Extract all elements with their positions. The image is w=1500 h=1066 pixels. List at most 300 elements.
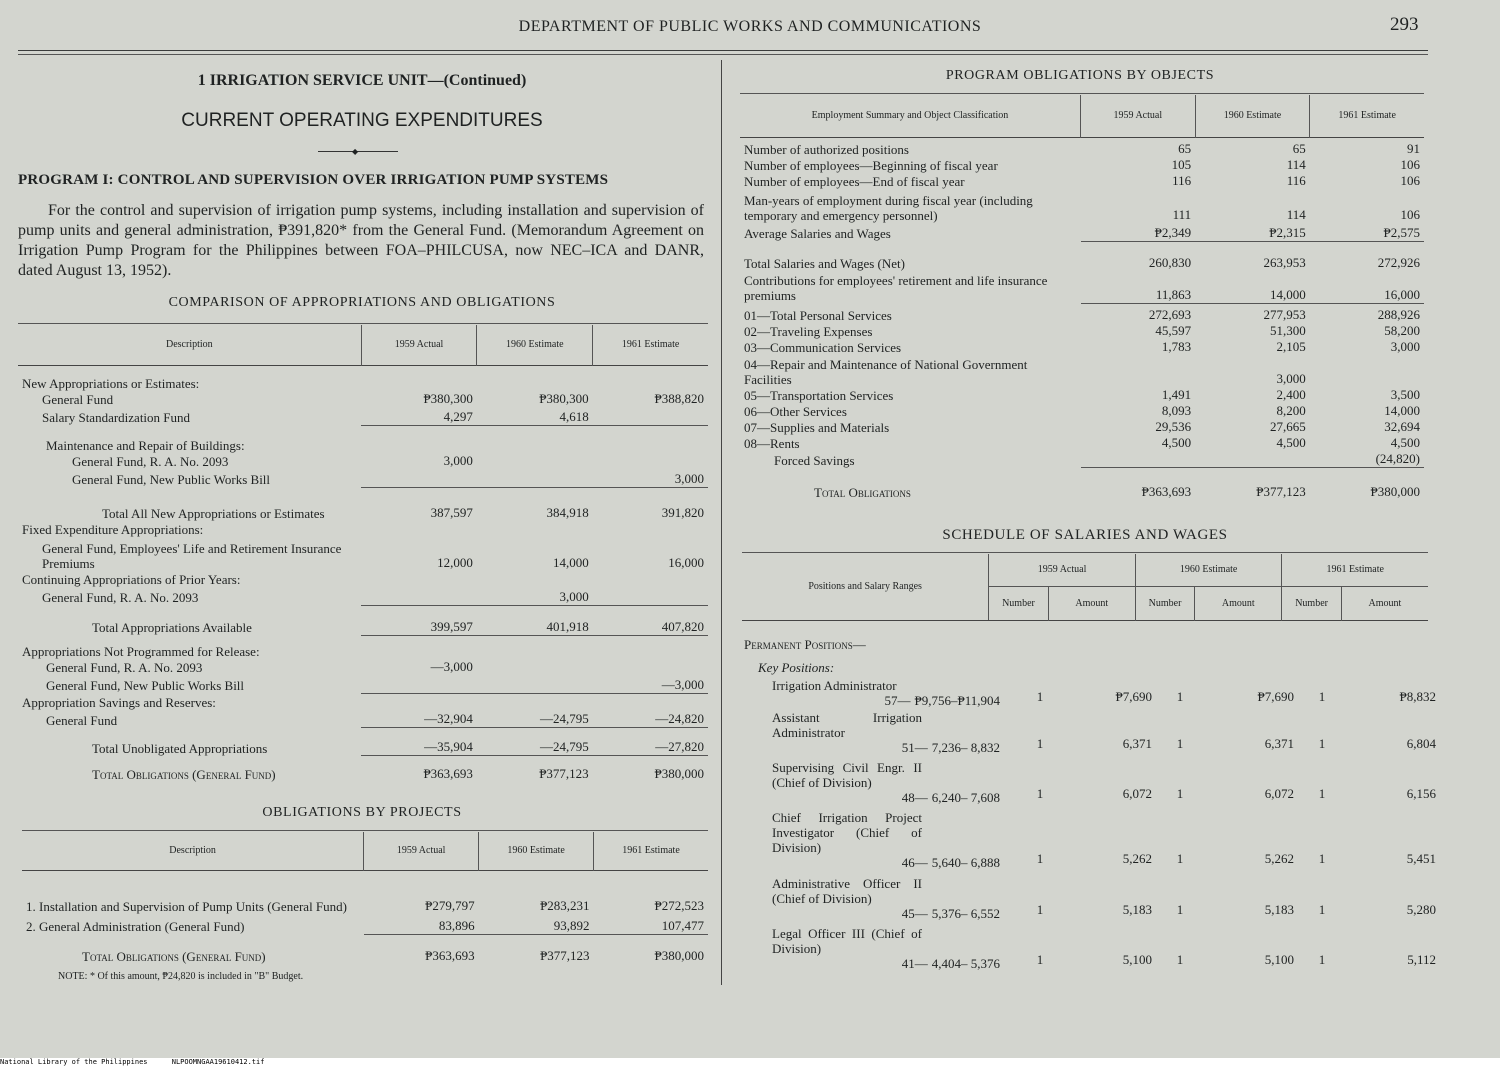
- value-cell: 2,105: [1276, 339, 1306, 354]
- salary-grade: [860, 790, 1000, 806]
- col-1959: 1959 Actual: [364, 832, 479, 870]
- table-row: [18, 487, 708, 521]
- table-row: [740, 387, 1424, 403]
- value-cell: [477, 425, 593, 453]
- value-cell: 29,536: [1155, 419, 1192, 434]
- value-cell: [477, 365, 593, 391]
- row-label: Appropriation Savings and Reserves:: [22, 694, 216, 710]
- table-row: [18, 659, 708, 675]
- table-row: [22, 934, 708, 964]
- salary-grade: [860, 740, 1000, 756]
- col-1960: 1960 Estimate: [479, 832, 594, 870]
- table-row: [18, 635, 708, 659]
- section-title: CURRENT OPERATING EXPENDITURES: [181, 110, 543, 131]
- amount-cell: 6,072: [1122, 786, 1152, 801]
- position-title: Supervising Civil Engr. II (Chief of Division): [772, 760, 922, 790]
- value-cell: 4,297: [361, 407, 477, 425]
- row-label: Fixed Expenditure Appropriations:: [22, 522, 204, 537]
- col-1961: 1961 Estimate: [621, 339, 680, 351]
- row-label: Total Salaries and Wages (Net): [744, 256, 905, 271]
- value-cell: ₱380,300: [539, 391, 589, 406]
- value-cell: ₱380,000: [654, 948, 704, 963]
- value-cell: 114: [1286, 157, 1306, 172]
- value-cell: 107,477: [594, 914, 708, 934]
- number-cell: 1: [1036, 736, 1044, 751]
- value-cell: 91: [1407, 141, 1420, 156]
- table-row: [740, 403, 1424, 419]
- number-cell: 1: [1176, 786, 1184, 801]
- row-label: 04—Repair and Maintenance of National Government Facilities: [744, 357, 1028, 387]
- table-row: [22, 914, 708, 934]
- table-row: [18, 453, 708, 469]
- table-row: [740, 355, 1424, 387]
- position-title: Irrigation Administrator: [772, 678, 897, 693]
- table-row: [18, 425, 708, 453]
- value-cell: 407,820: [593, 605, 708, 635]
- value-cell: 272,693: [1148, 307, 1192, 322]
- permanent-positions-label: Permanent Positions—: [744, 637, 866, 652]
- table-row: [18, 587, 708, 605]
- value-cell: 65: [1292, 141, 1306, 156]
- comparison-title: COMPARISON OF APPROPRIATIONS AND OBLIGATIONS: [168, 295, 556, 310]
- number-cell: 1: [1036, 952, 1044, 967]
- number-cell: 1: [1318, 736, 1326, 751]
- amount-cell: 6,804: [1406, 736, 1436, 751]
- value-cell: ₱377,123: [1256, 483, 1306, 499]
- table-row: [740, 468, 1424, 500]
- value-cell: [593, 521, 708, 537]
- program-title: PROGRAM I: CONTROL AND SUPERVISION OVER IRRIGATION PUMP SYSTEMS: [18, 172, 609, 188]
- objects-table: [740, 95, 1424, 500]
- value-cell: [593, 571, 708, 587]
- value-cell: ₱363,693: [423, 765, 473, 781]
- row-label: General Fund, R. A. No. 2093: [46, 660, 203, 675]
- value-cell: ₱279,797: [425, 898, 475, 913]
- amount-cell: 5,183: [1264, 902, 1294, 917]
- value-cell: [361, 635, 477, 659]
- amount-cell: 5,280: [1406, 902, 1436, 917]
- grade-number: 46—: [901, 855, 928, 870]
- number-cell: 1: [1036, 902, 1044, 917]
- value-cell: [1081, 355, 1196, 387]
- header-rule: [18, 50, 1428, 51]
- row-label: 01—Total Personal Services: [744, 308, 892, 323]
- grade-number: 45—: [901, 906, 928, 921]
- file-name: NLPOOMNGAA19610412.tif: [171, 1058, 265, 1066]
- objects-top-rule: [740, 93, 1424, 94]
- row-label: 06—Other Services: [744, 404, 847, 419]
- row-label: General Fund, R. A. No. 2093: [42, 590, 199, 605]
- value-cell: 106: [1400, 173, 1420, 188]
- salary-range: 7,236– 8,832: [931, 740, 1000, 755]
- value-cell: [361, 365, 477, 391]
- salary-grade: [860, 906, 1000, 922]
- value-cell: 12,000: [437, 555, 473, 570]
- col-1959: 1959 Actual: [1081, 95, 1196, 137]
- value-cell: 111: [1172, 207, 1192, 222]
- value-cell: [1310, 355, 1424, 387]
- value-cell: 116: [1172, 173, 1192, 188]
- amount-cell: ₱7,690: [1115, 689, 1152, 704]
- amount-cell: 6,072: [1264, 786, 1294, 801]
- number-cell: 1: [1318, 786, 1326, 801]
- value-cell: 4,500: [1390, 435, 1420, 450]
- table-row: [740, 419, 1424, 435]
- row-label: General Fund, R. A. No. 2093: [72, 454, 229, 469]
- amount-cell: 6,371: [1122, 736, 1152, 751]
- value-cell: ₱363,693: [1141, 483, 1192, 499]
- projects-title: OBLIGATIONS BY PROJECTS: [262, 805, 462, 820]
- value-cell: 51,300: [1270, 323, 1306, 338]
- table-row: [18, 391, 708, 407]
- number-cell: 1: [1318, 689, 1326, 704]
- diamond-icon: ◆: [352, 147, 359, 156]
- value-cell: 401,918: [477, 605, 593, 635]
- salary-grade: [860, 855, 1000, 871]
- table-row: [18, 710, 708, 728]
- value-cell: 3,000: [1276, 371, 1306, 386]
- value-cell: 114: [1286, 207, 1306, 222]
- row-label: 08—Rents: [744, 436, 800, 451]
- table-row: [18, 407, 708, 425]
- value-cell: 3,000: [443, 453, 473, 468]
- key-positions-label: Key Positions:: [758, 660, 835, 675]
- value-cell: —27,820: [593, 728, 708, 756]
- value-cell: 93,892: [479, 914, 594, 934]
- table-row: [740, 303, 1424, 323]
- value-cell: 277,953: [1263, 307, 1306, 322]
- value-cell: ₱2,349: [1081, 223, 1196, 241]
- col-1960: 1960 Estimate: [477, 325, 593, 365]
- value-cell: [477, 635, 593, 659]
- salaries-top-rule: [742, 552, 1428, 553]
- salary-range: 5,376– 6,552: [931, 906, 1000, 921]
- value-cell: 4,618: [477, 407, 593, 425]
- value-cell: [361, 425, 477, 453]
- value-cell: [593, 635, 708, 659]
- row-label: General Fund, New Public Works Bill: [46, 678, 245, 693]
- value-cell: 116: [1286, 173, 1306, 188]
- row-label: General Fund: [42, 392, 114, 407]
- value-cell: 16,000: [1310, 271, 1424, 303]
- value-cell: ₱2,575: [1310, 223, 1424, 241]
- salary-grade: [860, 956, 1000, 972]
- value-cell: —3,000: [430, 659, 473, 674]
- value-cell: 4,500: [1276, 435, 1306, 450]
- value-cell: 45,597: [1155, 323, 1192, 338]
- number-cell: 1: [1176, 952, 1184, 967]
- col-description: Description: [22, 832, 364, 870]
- row-label: 05—Transportation Services: [744, 388, 894, 403]
- value-cell: ₱388,820: [654, 391, 704, 406]
- table-row: [740, 241, 1424, 271]
- value-cell: 384,918: [546, 505, 589, 520]
- page-number: 293: [1390, 14, 1419, 35]
- value-cell: [593, 425, 708, 453]
- value-cell: —24,820: [593, 710, 708, 728]
- table-row: [740, 451, 1424, 468]
- number-cell: 1: [1036, 786, 1044, 801]
- col-number: Number: [1135, 586, 1194, 620]
- number-cell: 1: [1318, 851, 1326, 866]
- value-cell: [593, 693, 708, 710]
- value-cell: 8,093: [1161, 403, 1192, 418]
- amount-cell: 5,183: [1122, 902, 1152, 917]
- budget-note: NOTE: * Of this amount, ₱24,820 is included in "B" Budget.: [58, 971, 304, 982]
- value-cell: [361, 675, 477, 693]
- row-label: Average Salaries and Wages: [744, 226, 891, 241]
- row-label: Total All New Appropriations or Estimates: [102, 506, 325, 521]
- table-row: [18, 521, 708, 537]
- value-cell: 1,491: [1161, 387, 1192, 402]
- value-cell: 2,400: [1276, 387, 1306, 402]
- amount-cell: 5,262: [1122, 851, 1152, 866]
- table-row: [740, 435, 1424, 451]
- value-cell: ₱283,231: [540, 898, 590, 913]
- amount-cell: 6,371: [1264, 736, 1294, 751]
- value-cell: 83,896: [364, 914, 479, 934]
- number-cell: 1: [1176, 736, 1184, 751]
- value-cell: 399,597: [361, 605, 477, 635]
- value-cell: 14,000: [552, 555, 589, 570]
- value-cell: 106: [1400, 207, 1420, 222]
- row-label: Salary Standardization Fund: [42, 410, 191, 425]
- table-row: [18, 469, 708, 487]
- running-header: DEPARTMENT OF PUBLIC WORKS AND COMMUNICATIONS: [518, 18, 982, 35]
- value-cell: —24,795: [477, 710, 593, 728]
- salary-range: 5,640– 6,888: [931, 855, 1000, 870]
- projects-top-rule: [22, 830, 708, 831]
- col-classification: Employment Summary and Object Classification: [740, 95, 1081, 137]
- year-1961: 1961 Estimate: [1282, 554, 1428, 586]
- row-label: Maintenance and Repair of Buildings:: [46, 438, 245, 453]
- year-1960: 1960 Estimate: [1135, 554, 1282, 586]
- position-title: Administrative Officer II (Chief of Division): [772, 876, 922, 906]
- row-label: 03—Communication Services: [744, 340, 902, 355]
- row-label: Number of employees—Beginning of fiscal year: [744, 158, 998, 173]
- header-rule-2: [18, 54, 1428, 55]
- col-1960: 1960 Estimate: [1195, 95, 1310, 137]
- value-cell: 14,000: [1384, 403, 1420, 418]
- value-cell: ₱377,123: [540, 948, 590, 963]
- value-cell: ₱377,123: [539, 765, 589, 781]
- value-cell: 11,863: [1081, 271, 1196, 303]
- value-cell: 65: [1178, 141, 1192, 156]
- value-cell: —3,000: [593, 675, 708, 693]
- row-label: Total Unobligated Appropriations: [92, 740, 268, 756]
- column-divider: [721, 60, 722, 985]
- number-cell: 1: [1176, 851, 1184, 866]
- value-cell: ₱272,523: [654, 898, 704, 913]
- row-label: Appropriations Not Programmed for Release:: [22, 644, 260, 659]
- row-label: Man-years of employment during fiscal year (including temporary and emergency personnel): [744, 193, 1033, 223]
- table-row: [18, 728, 708, 756]
- row-label: General Fund: [46, 712, 118, 728]
- amount-cell: 6,156: [1406, 786, 1436, 801]
- value-cell: ₱380,000: [654, 765, 704, 781]
- value-cell: 58,200: [1384, 323, 1420, 338]
- amount-cell: 5,112: [1407, 952, 1436, 967]
- value-cell: 1,783: [1161, 339, 1192, 354]
- value-cell: 106: [1400, 157, 1420, 172]
- value-cell: [361, 521, 477, 537]
- number-cell: 1: [1036, 851, 1044, 866]
- row-label: Total Obligations (General Fund): [82, 949, 266, 964]
- value-cell: [477, 469, 593, 487]
- table-row: [740, 271, 1424, 303]
- amount-cell: ₱7,690: [1257, 689, 1294, 704]
- row-label: General Fund, New Public Works Bill: [72, 472, 271, 487]
- col-1961: 1961 Estimate: [1338, 110, 1396, 122]
- col-amount: Amount: [1368, 597, 1402, 609]
- value-cell: 105: [1171, 157, 1192, 172]
- library-credit: National Library of the Philippines: [0, 1058, 148, 1066]
- value-cell: [593, 407, 708, 425]
- amount-cell: 5,451: [1406, 851, 1436, 866]
- table-row: [18, 571, 708, 587]
- value-cell: 16,000: [668, 555, 704, 570]
- value-cell: 387,597: [430, 505, 473, 520]
- row-label: 07—Supplies and Materials: [744, 420, 890, 435]
- col-1959: 1959 Actual: [361, 325, 477, 365]
- table-row: [740, 137, 1424, 157]
- grade-number: 51—: [901, 740, 928, 755]
- value-cell: 260,830: [1148, 255, 1192, 270]
- amount-cell: 5,262: [1264, 851, 1294, 866]
- number-cell: 1: [1318, 902, 1326, 917]
- number-cell: 1: [1318, 952, 1326, 967]
- number-cell: 1: [1176, 902, 1184, 917]
- value-cell: [593, 453, 708, 469]
- table-row: [22, 870, 708, 914]
- value-cell: [1195, 451, 1310, 468]
- row-label: Number of employees—End of fiscal year: [744, 174, 965, 189]
- position-title: Legal Officer III (Chief of Division): [772, 926, 922, 956]
- row-label: Total Obligations: [814, 484, 911, 500]
- number-cell: 1: [1036, 689, 1044, 704]
- row-label: Total Obligations (General Fund): [92, 766, 276, 782]
- value-cell: [361, 693, 477, 710]
- col-positions: Positions and Salary Ranges: [742, 554, 989, 620]
- table-row: [740, 223, 1424, 241]
- col-1961: 1961 Estimate: [622, 845, 680, 857]
- comparison-table: [18, 325, 708, 782]
- value-cell: 3,000: [593, 469, 708, 487]
- amount-cell: 5,100: [1264, 952, 1294, 967]
- table-row: [740, 173, 1424, 189]
- value-cell: [593, 587, 708, 605]
- projects-table: [22, 832, 708, 964]
- value-cell: ₱380,300: [423, 391, 473, 406]
- value-cell: [361, 571, 477, 587]
- value-cell: [1081, 451, 1196, 468]
- col-amount: Amount: [1048, 586, 1135, 620]
- salary-grade: [860, 693, 1000, 709]
- number-cell: 1: [1176, 689, 1184, 704]
- value-cell: [477, 453, 593, 469]
- table-row: [18, 675, 708, 693]
- value-cell: 3,000: [477, 587, 593, 605]
- col-number: Number: [1282, 586, 1341, 620]
- table-row: [740, 339, 1424, 355]
- value-cell: —32,904: [361, 710, 477, 728]
- value-cell: [477, 675, 593, 693]
- table-row: [18, 537, 708, 571]
- col-number: Number: [989, 586, 1048, 620]
- value-cell: 288,926: [1377, 307, 1420, 322]
- row-label: General Fund, Employees' Life and Retirement Insurance Premiums: [42, 541, 342, 571]
- row-label: Total Appropriations Available: [92, 620, 252, 635]
- col-description: Description: [18, 325, 361, 365]
- salary-range: 6,240– 7,608: [931, 790, 1000, 805]
- position-title: Assistant Irrigation Administrator: [772, 710, 922, 740]
- row-label: Forced Savings: [774, 452, 855, 468]
- comparison-top-rule: [18, 323, 708, 324]
- value-cell: [361, 469, 477, 487]
- value-cell: [593, 659, 708, 675]
- value-cell: 27,665: [1270, 419, 1306, 434]
- row-label: 2. General Administration (General Fund): [26, 919, 245, 934]
- table-row: [18, 605, 708, 635]
- value-cell: —35,904: [361, 728, 477, 756]
- value-cell: 3,500: [1390, 387, 1420, 402]
- row-label: New Appropriations or Estimates:: [22, 376, 200, 391]
- value-cell: 8,200: [1276, 403, 1306, 418]
- row-label: Number of authorized positions: [744, 142, 909, 157]
- value-cell: 32,694: [1384, 419, 1420, 434]
- value-cell: [477, 521, 593, 537]
- amount-cell: ₱8,832: [1399, 689, 1436, 704]
- value-cell: (24,820): [1310, 451, 1424, 468]
- amount-cell: 5,100: [1122, 952, 1152, 967]
- value-cell: 272,926: [1377, 255, 1420, 270]
- salaries-table: [742, 554, 1428, 621]
- row-label: 1. Installation and Supervision of Pump Units (General Fund): [26, 899, 347, 914]
- grade-number: 41—: [901, 956, 928, 971]
- scan-footer: [0, 1058, 1500, 1066]
- value-cell: 263,953: [1263, 255, 1306, 270]
- salaries-title: SCHEDULE OF SALARIES AND WAGES: [942, 527, 1228, 543]
- table-row: [740, 189, 1424, 223]
- grade-number: 48—: [901, 790, 928, 805]
- position-title: Chief Irrigation Project Investigator (Chief of Division): [772, 810, 922, 855]
- table-row: [18, 365, 708, 391]
- value-cell: [477, 693, 593, 710]
- salary-range: 4,404– 5,376: [931, 956, 1000, 971]
- table-row: [740, 157, 1424, 173]
- value-cell: [593, 365, 708, 391]
- value-cell: [477, 571, 593, 587]
- value-cell: 4,500: [1161, 435, 1192, 450]
- table-row: [18, 756, 708, 782]
- value-cell: ₱380,000: [1370, 483, 1420, 499]
- col-amount: Amount: [1195, 586, 1282, 620]
- table-row: [740, 323, 1424, 339]
- program-description: For the control and supervision of irrigation pump systems, including installation and supervision of pump units and general administration, ₱391,820* from the General Fund. (Memorandum Agreement on Irrigation Pump Program for the Philippines between FOA–PHILCUSA, now NEC–ICA and DANR, dated August 13, 1952).: [18, 202, 704, 279]
- value-cell: 3,000: [1390, 339, 1420, 354]
- value-cell: [361, 587, 477, 605]
- table-row: [18, 693, 708, 710]
- unit-title: 1 IRRIGATION SERVICE UNIT—(Continued): [197, 72, 527, 89]
- salary-range: ₱9,756–₱11,904: [914, 693, 1000, 708]
- row-label: Continuing Appropriations of Prior Years:: [22, 572, 241, 587]
- row-label: Contributions for employees' retirement and life insurance premiums: [744, 273, 1048, 303]
- value-cell: 14,000: [1195, 271, 1310, 303]
- value-cell: [477, 659, 593, 675]
- value-cell: ₱363,693: [425, 948, 475, 963]
- value-cell: 391,820: [661, 505, 704, 520]
- row-label: 02—Traveling Expenses: [744, 324, 873, 339]
